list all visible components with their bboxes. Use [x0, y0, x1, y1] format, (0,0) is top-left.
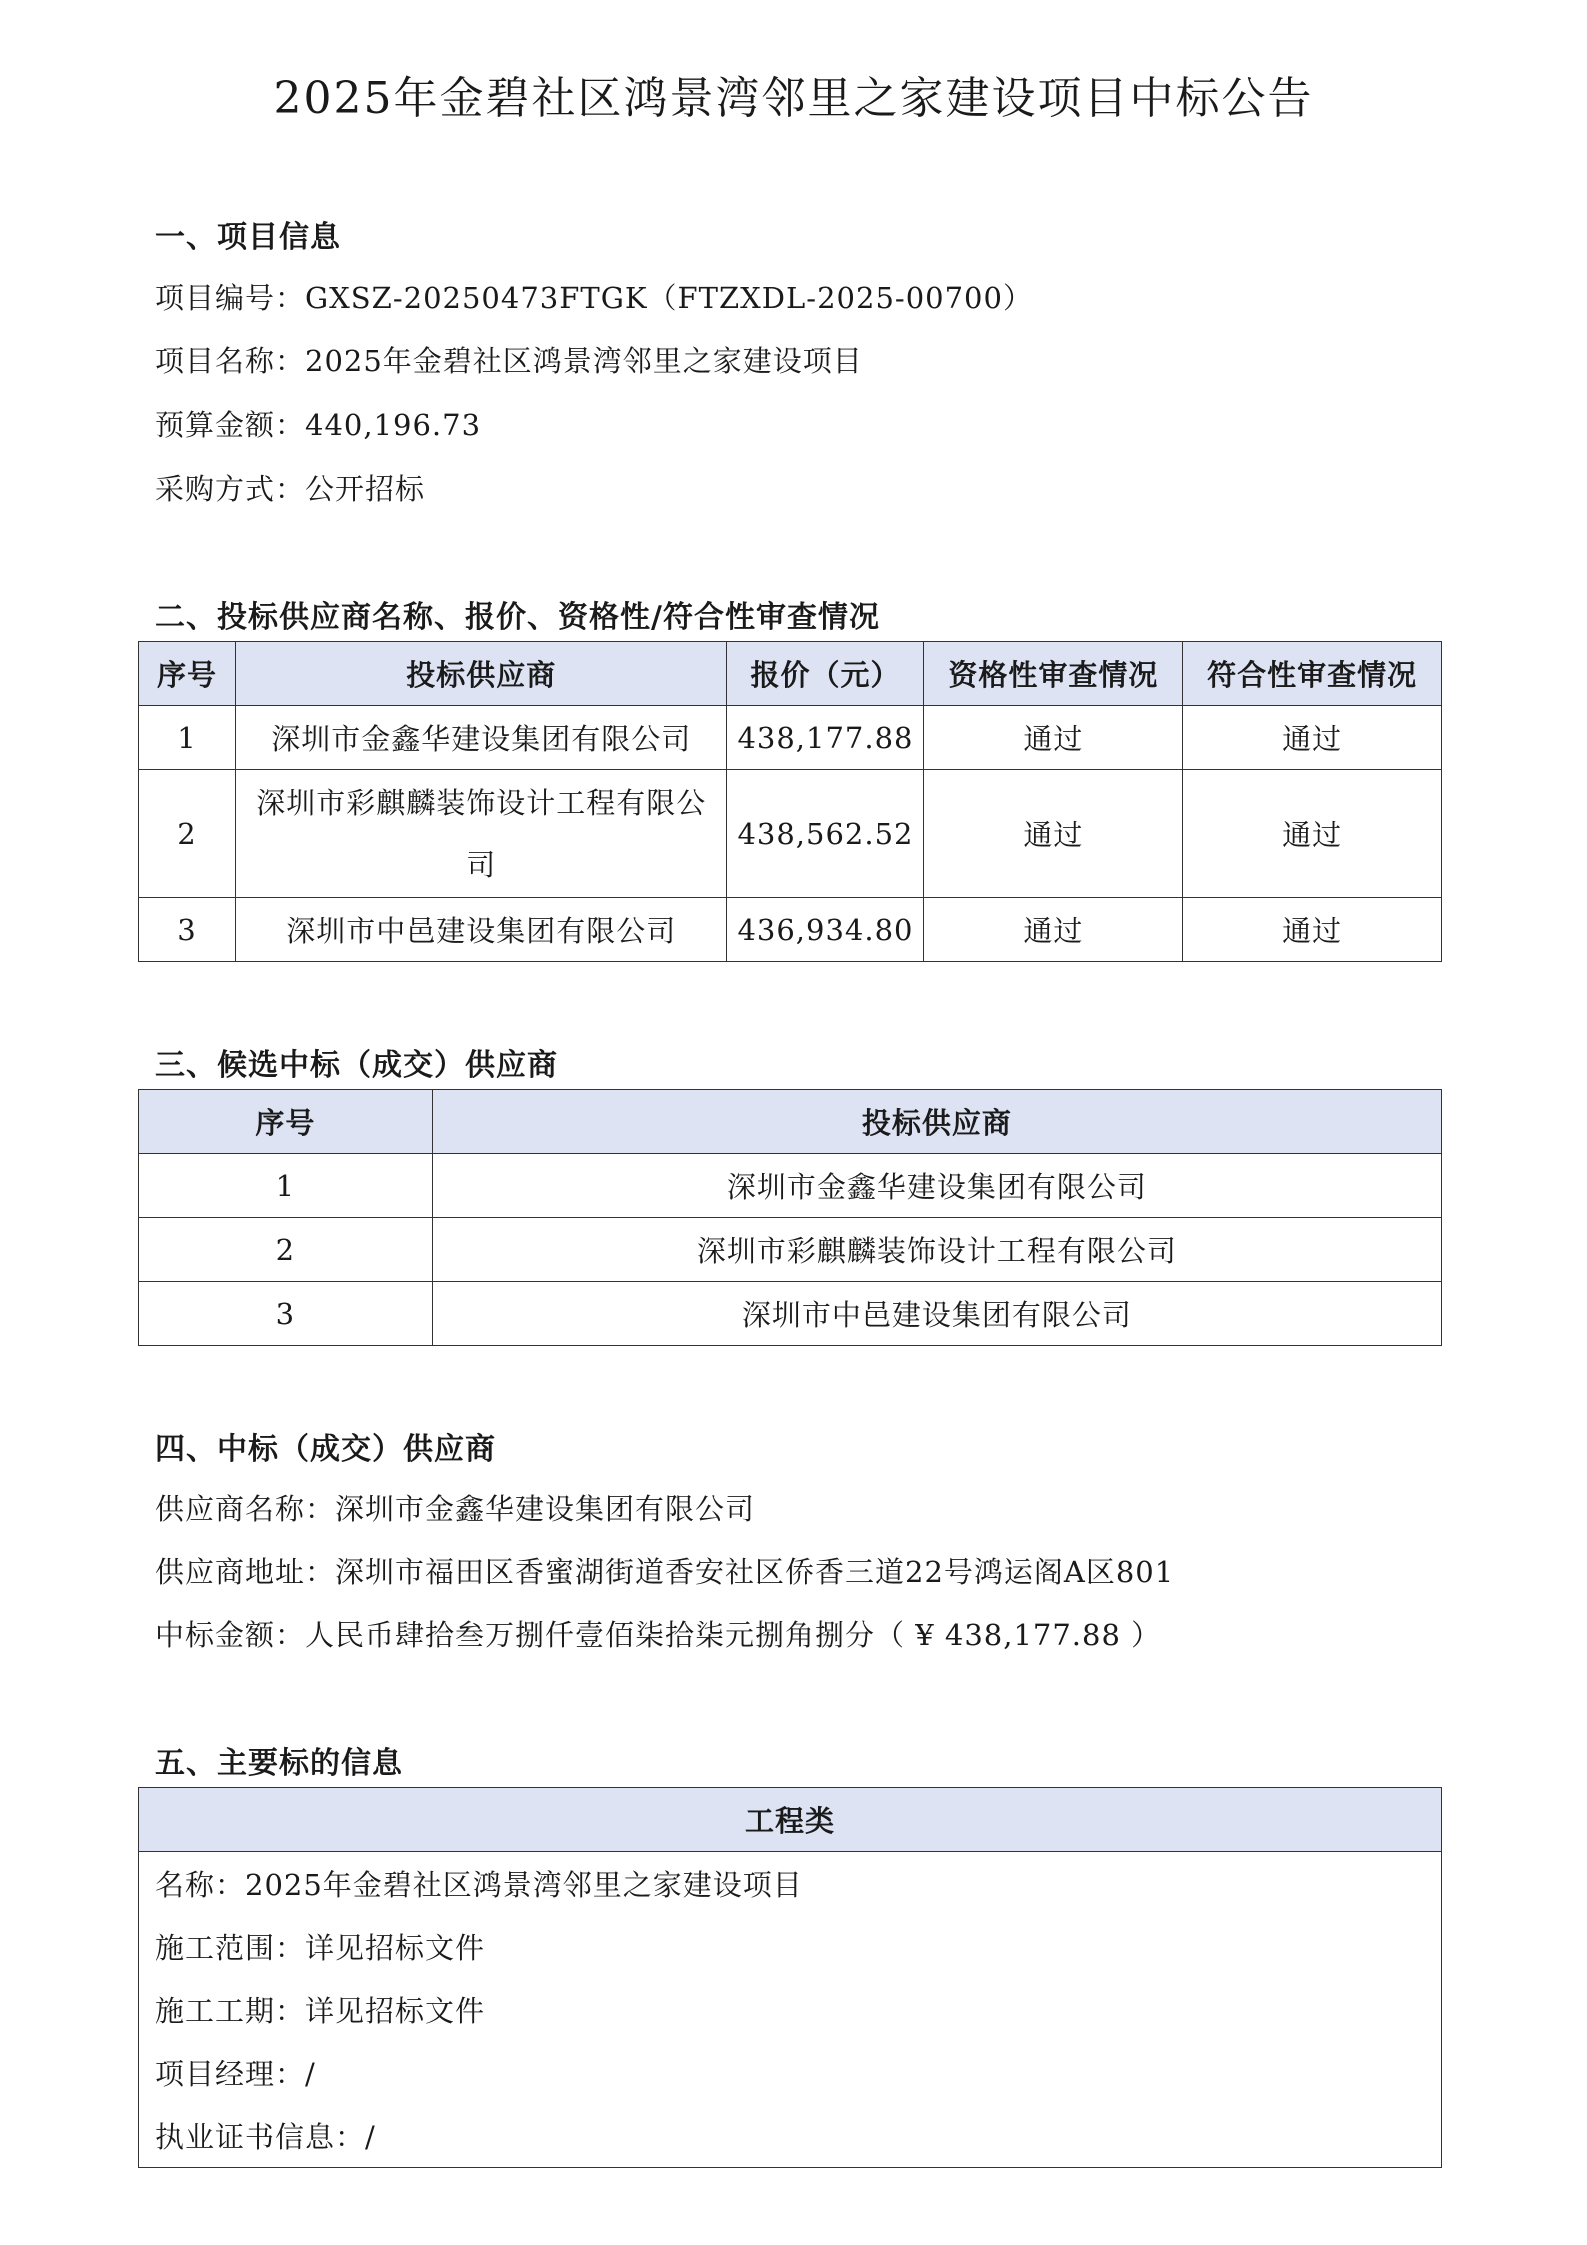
table-row	[139, 770, 1442, 898]
supplier-name: 供应商名称：深圳市金鑫华建设集团有限公司	[155, 1492, 756, 1526]
table-row	[139, 898, 1442, 962]
page-title: 2025年金碧社区鸿景湾邻里之家建设项目中标公告	[273, 73, 1314, 124]
col-header-supplier: 投标供应商	[432, 1090, 1441, 1154]
subject-info-table	[138, 1787, 1442, 2168]
col-header-compliance: 符合性审查情况	[1183, 642, 1442, 706]
row-supplier: 深圳市金鑫华建设集团有限公司	[432, 1154, 1441, 1218]
project-manager: 项目经理：/	[139, 2041, 1442, 2104]
candidate-table	[138, 1089, 1442, 1346]
row-supplier: 深圳市中邑建设集团有限公司	[235, 898, 727, 962]
row-supplier: 深圳市彩麒麟装饰设计工程有限公司	[235, 770, 727, 898]
project-name: 项目名称：2025年金碧社区鸿景湾邻里之家建设项目	[155, 344, 863, 378]
table-row	[139, 1218, 1442, 1282]
row-supplier: 深圳市金鑫华建设集团有限公司	[235, 706, 727, 770]
subject-name: 名称：2025年金碧社区鸿景湾邻里之家建设项目	[139, 1852, 1442, 1916]
row-no: 2	[139, 770, 236, 898]
row-price: 438,177.88	[727, 706, 924, 770]
col-header-supplier: 投标供应商	[235, 642, 727, 706]
procurement-method: 采购方式：公开招标	[155, 472, 426, 506]
table-row	[139, 1154, 1442, 1218]
table-header-row	[139, 642, 1442, 706]
section2-heading: 二、投标供应商名称、报价、资格性/符合性审查情况	[155, 600, 880, 635]
table-header-row	[139, 1090, 1442, 1154]
row-no: 3	[139, 1282, 433, 1346]
table-row	[139, 1978, 1442, 2041]
row-price: 436,934.80	[727, 898, 924, 962]
row-qualification: 通过	[924, 770, 1183, 898]
category-header: 工程类	[139, 1788, 1442, 1852]
row-no: 1	[139, 706, 236, 770]
supplier-address: 供应商地址：深圳市福田区香蜜湖街道香安社区侨香三道22号鸿运阁A区801	[155, 1555, 1175, 1589]
table-row	[139, 1852, 1442, 1916]
table-row	[139, 2041, 1442, 2104]
row-compliance: 通过	[1183, 898, 1442, 962]
table-header-row	[139, 1788, 1442, 1852]
bid-review-table	[138, 641, 1442, 962]
award-amount: 中标金额：人民币肆拾叁万捌仟壹佰柒拾柒元捌角捌分（ ¥ 438,177.88 ）	[155, 1618, 1162, 1652]
row-no: 3	[139, 898, 236, 962]
col-header-no: 序号	[139, 642, 236, 706]
section5-heading: 五、主要标的信息	[155, 1746, 403, 1781]
table-row	[139, 706, 1442, 770]
row-price: 438,562.52	[727, 770, 924, 898]
section4-heading: 四、中标（成交）供应商	[155, 1432, 496, 1467]
col-header-no: 序号	[139, 1090, 433, 1154]
license-info: 执业证书信息：/	[139, 2104, 1442, 2168]
row-compliance: 通过	[1183, 770, 1442, 898]
construction-period: 施工工期：详见招标文件	[139, 1978, 1442, 2041]
project-number: 项目编号：GXSZ-20250473FTGK（FTZXDL-2025-00700）	[155, 281, 1033, 315]
col-header-qualification: 资格性审查情况	[924, 642, 1183, 706]
row-supplier: 深圳市彩麒麟装饰设计工程有限公司	[432, 1218, 1441, 1282]
table-row	[139, 2104, 1442, 2168]
section1-heading: 一、项目信息	[155, 220, 341, 255]
row-no: 2	[139, 1218, 433, 1282]
construction-scope: 施工范围：详见招标文件	[139, 1915, 1442, 1978]
row-supplier: 深圳市中邑建设集团有限公司	[432, 1282, 1441, 1346]
table-row	[139, 1915, 1442, 1978]
row-no: 1	[139, 1154, 433, 1218]
section3-heading: 三、候选中标（成交）供应商	[155, 1048, 558, 1083]
row-compliance: 通过	[1183, 706, 1442, 770]
row-qualification: 通过	[924, 898, 1183, 962]
budget-amount: 预算金额：440,196.73	[155, 408, 482, 442]
row-qualification: 通过	[924, 706, 1183, 770]
table-row	[139, 1282, 1442, 1346]
col-header-price: 报价（元）	[727, 642, 924, 706]
